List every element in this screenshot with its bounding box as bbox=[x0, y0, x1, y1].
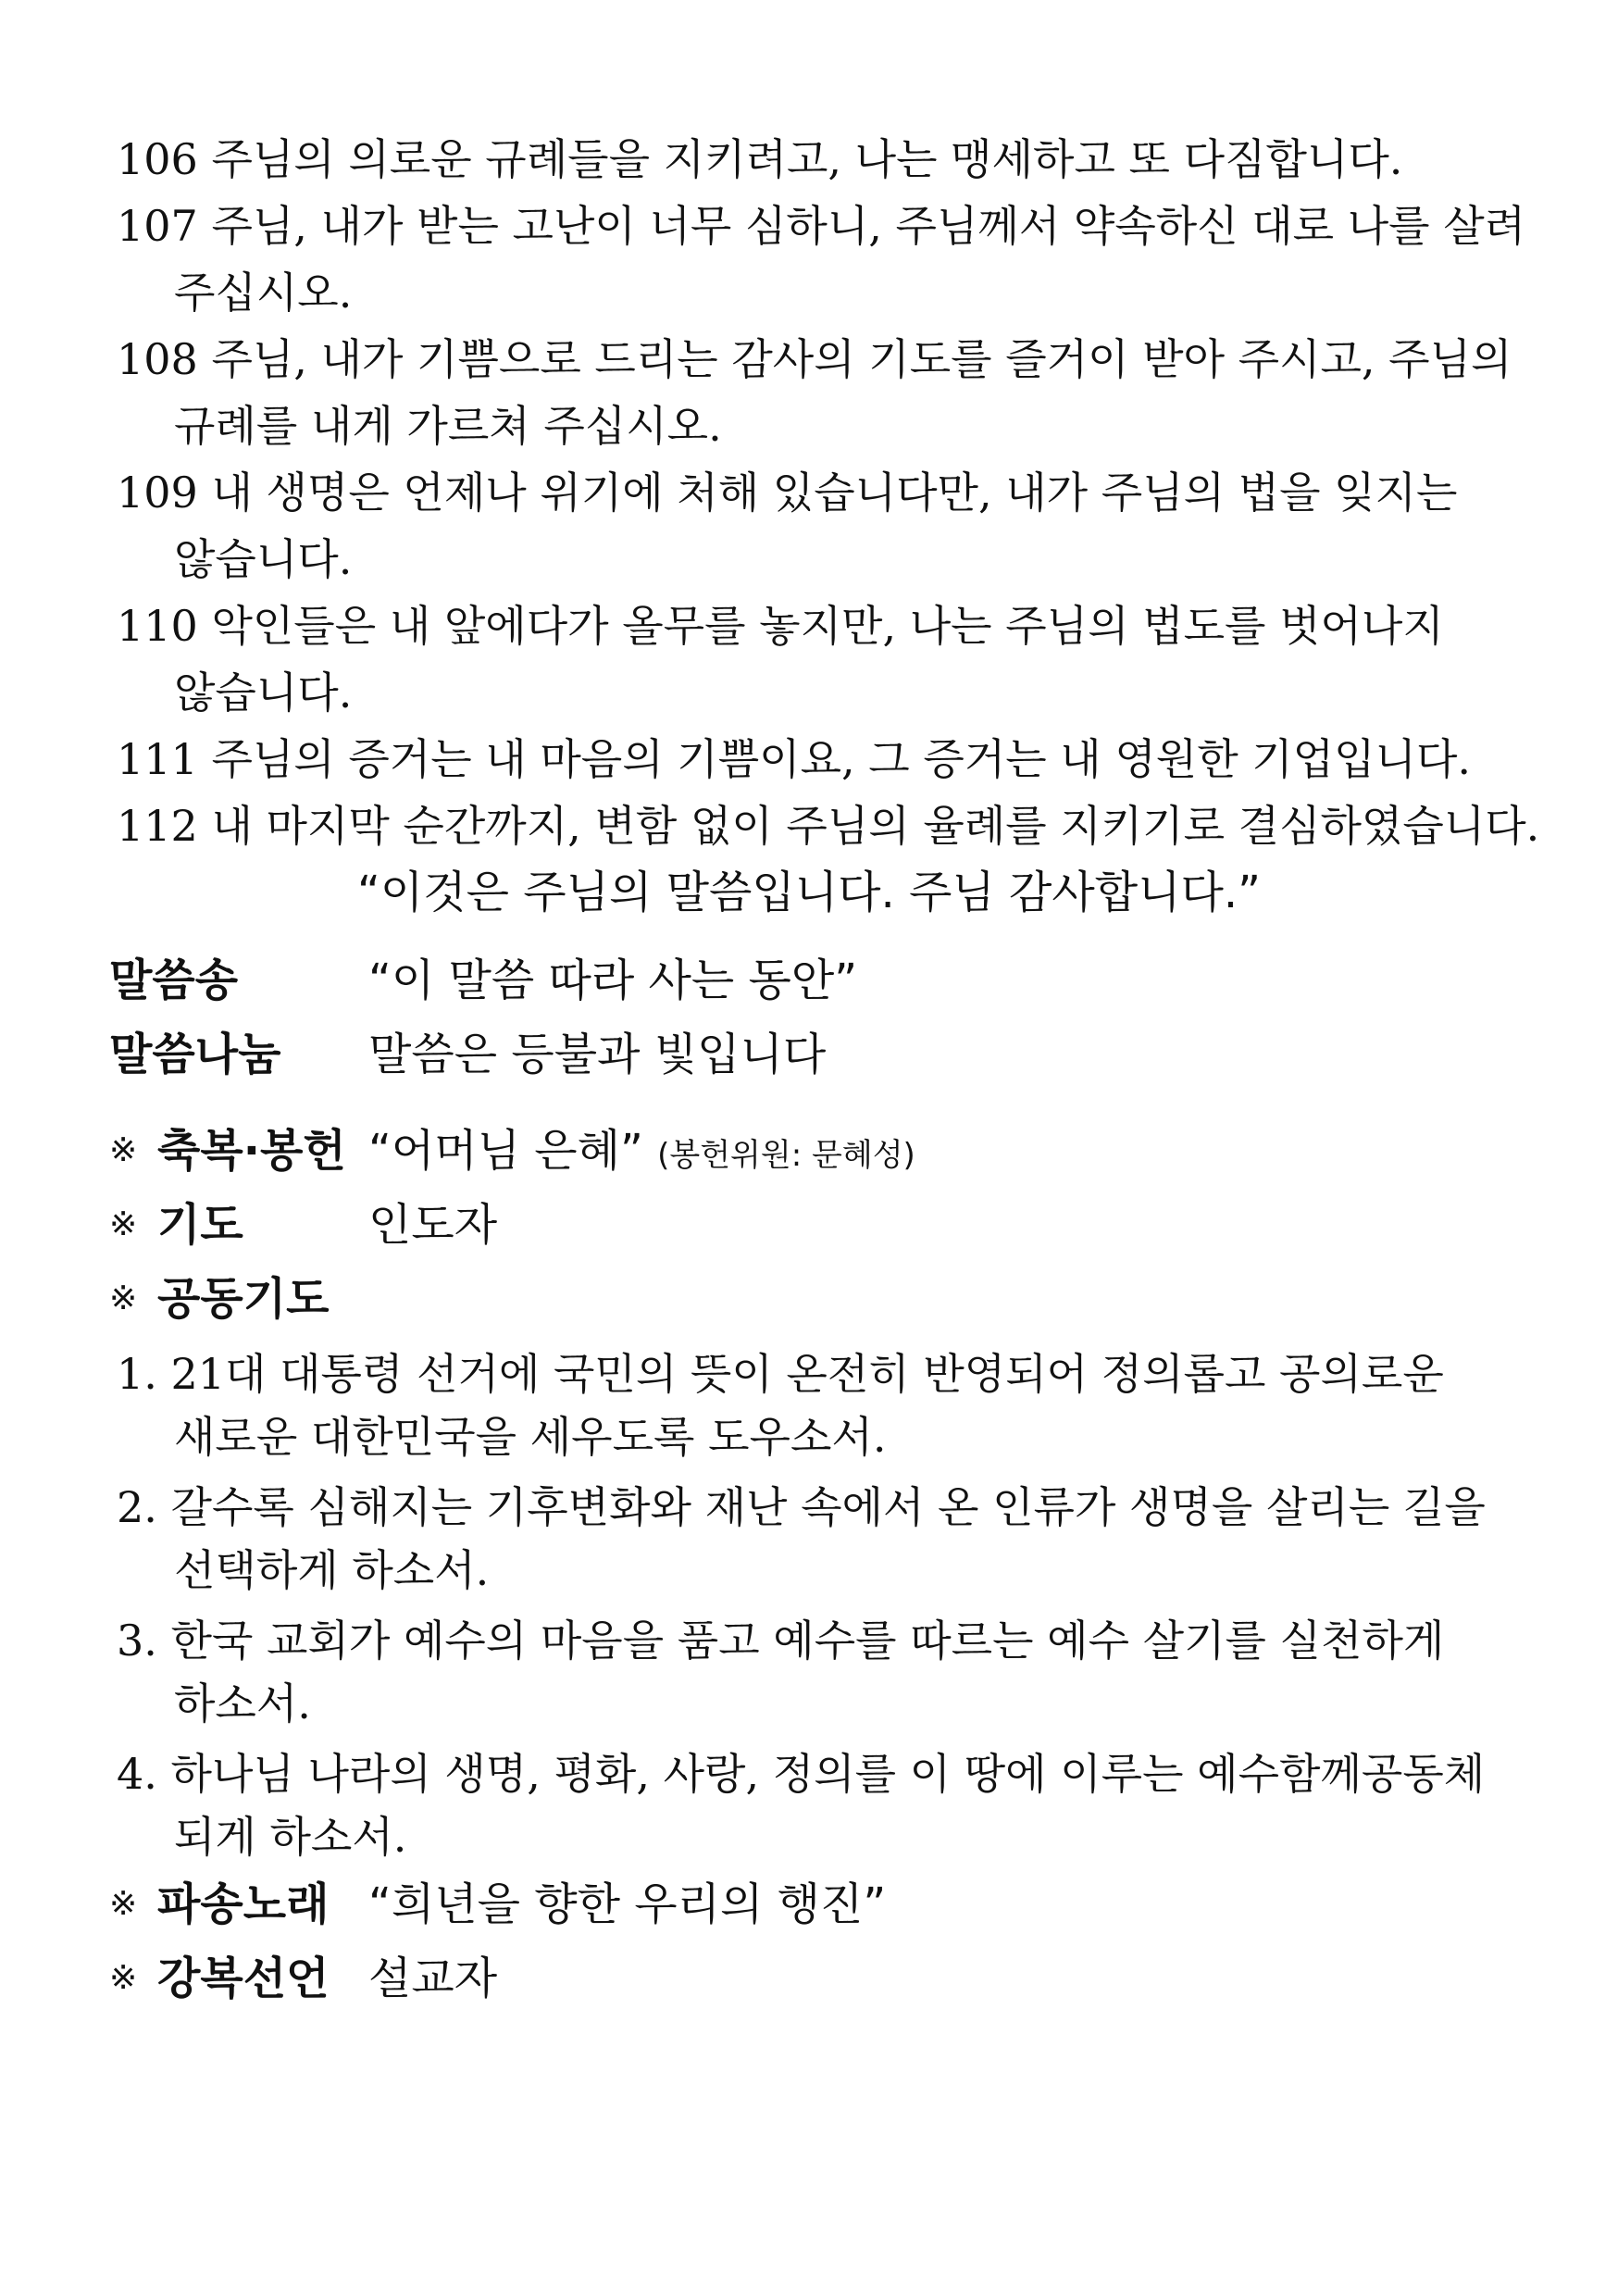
verse-108 bbox=[117, 326, 1524, 459]
reference-mark-icon: ※ bbox=[109, 1959, 138, 1997]
order-label-song: 말씀송 bbox=[109, 955, 239, 1006]
prayer-item-3 bbox=[117, 1609, 1542, 1735]
prayer-item-4 bbox=[117, 1742, 1542, 1868]
order-row-benediction bbox=[109, 1942, 1553, 2015]
order-label-sermon: 말씀나눔 bbox=[109, 1029, 281, 1080]
verse-text: 내 생명은 언제나 위기에 처해 있습니다만, 내가 주님의 법을 잊지는 bbox=[211, 468, 1458, 518]
order-label-prayer-wrap bbox=[109, 1189, 243, 1261]
verse-text: 내 마지막 순간까지, 변함 없이 주님의 율례를 지키기로 결심하였습니다. bbox=[211, 801, 1540, 851]
prayer-text-continued: 하소서. bbox=[174, 1678, 311, 1728]
prayer-text-continued: 새로운 대한민국을 세우도록 도우소서. bbox=[174, 1412, 887, 1462]
order-row-offering bbox=[109, 1115, 1553, 1187]
order-label-common-prayer-wrap bbox=[109, 1263, 329, 1335]
reference-mark-icon: ※ bbox=[109, 1131, 138, 1169]
order-content-song: “이 말씀 따라 사는 동안” bbox=[368, 955, 858, 1006]
order-label-offering: 축복·봉헌 bbox=[157, 1125, 346, 1177]
verse-110 bbox=[117, 593, 1524, 726]
prayer-text: 하나님 나라의 생명, 평화, 사랑, 정의를 이 땅에 이루는 예수함께공동체 bbox=[170, 1749, 1486, 1799]
prayer-text: 21대 대통령 선거에 국민의 뜻이 온전히 반영되어 정의롭고 공의로운 bbox=[170, 1349, 1444, 1399]
order-row-common-prayer bbox=[109, 1263, 1553, 1335]
verse-112 bbox=[117, 792, 1540, 859]
prayer-text-continued: 선택하게 하소서. bbox=[174, 1545, 490, 1595]
reference-mark-icon: ※ bbox=[109, 1279, 138, 1317]
order-label-sending-song-wrap bbox=[109, 1868, 329, 1940]
prayer-number: 3. bbox=[117, 1616, 157, 1666]
order-label-sending-song: 파송노래 bbox=[157, 1878, 330, 1930]
verse-text-continued: 않습니다. bbox=[174, 534, 353, 584]
order-label-benediction: 강복선언 bbox=[157, 1953, 330, 2004]
verse-number: 108 bbox=[117, 334, 198, 384]
verse-111 bbox=[117, 726, 1524, 792]
verse-text: 주님, 내가 기쁨으로 드리는 감사의 기도를 즐거이 받아 주시고, 주님의 bbox=[211, 334, 1512, 384]
verse-106 bbox=[117, 126, 1524, 193]
verse-text-continued: 주십시오. bbox=[174, 268, 353, 318]
order-label-offering-wrap bbox=[109, 1115, 346, 1187]
verse-text: 주님, 내가 받는 고난이 너무 심하니, 주님께서 약속하신 대로 나를 살려 bbox=[211, 201, 1526, 251]
verse-text: 악인들은 내 앞에다가 올무를 놓지만, 나는 주님의 법도를 벗어나지 bbox=[211, 601, 1444, 651]
order-row-sending-song bbox=[109, 1868, 1553, 1940]
reference-mark-icon: ※ bbox=[109, 1205, 138, 1243]
verse-number: 106 bbox=[117, 134, 198, 184]
prayer-number: 4. bbox=[117, 1749, 157, 1799]
verse-107 bbox=[117, 193, 1524, 326]
verse-number: 109 bbox=[117, 468, 198, 518]
prayer-text-continued: 되게 하소서. bbox=[174, 1812, 407, 1862]
order-row-prayer bbox=[109, 1189, 1553, 1261]
order-content-offering: “어머님 은혜” bbox=[368, 1125, 643, 1177]
reference-mark-icon: ※ bbox=[109, 1885, 138, 1923]
verse-109 bbox=[117, 459, 1524, 593]
order-label-benediction-wrap bbox=[109, 1942, 329, 2015]
prayer-text: 한국 교회가 예수의 마음을 품고 예수를 따르는 예수 살기를 실천하게 bbox=[170, 1616, 1445, 1666]
verse-number: 107 bbox=[117, 201, 198, 251]
verse-number: 112 bbox=[117, 801, 198, 851]
order-label-common-prayer: 공동기도 bbox=[157, 1273, 330, 1325]
prayer-text: 갈수록 심해지는 기후변화와 재난 속에서 온 인류가 생명을 살리는 길을 bbox=[170, 1482, 1486, 1532]
prayer-item-1 bbox=[117, 1342, 1542, 1468]
verse-text-continued: 규례를 내게 가르쳐 주십시오. bbox=[174, 401, 722, 451]
order-content-sermon: 말씀은 등불과 빛입니다 bbox=[368, 1029, 827, 1080]
prayer-item-2 bbox=[117, 1476, 1542, 1602]
order-row-song bbox=[109, 944, 1553, 1017]
order-row-sermon bbox=[109, 1018, 1553, 1091]
verse-text-continued: 않습니다. bbox=[174, 668, 353, 718]
order-content-sending-song: “희년을 향한 우리의 행진” bbox=[368, 1878, 887, 1930]
verse-text: 주님의 의로운 규례들을 지키려고, 나는 맹세하고 또 다짐합니다. bbox=[211, 134, 1403, 184]
order-label-prayer: 기도 bbox=[157, 1199, 243, 1251]
order-content-offering-wrap bbox=[368, 1115, 915, 1192]
verse-number: 111 bbox=[117, 734, 198, 784]
scripture-closing-response: “이것은 주님의 말씀입니다. 주님 감사합니다.” bbox=[357, 867, 1261, 918]
verse-text: 주님의 증거는 내 마음의 기쁨이요, 그 증거는 내 영원한 기업입니다. bbox=[211, 734, 1472, 784]
prayer-number: 2. bbox=[117, 1482, 157, 1532]
order-content-prayer: 인도자 bbox=[368, 1199, 498, 1251]
prayer-number: 1. bbox=[117, 1349, 157, 1399]
order-content-benediction: 설교자 bbox=[368, 1953, 498, 2004]
offering-committee-note: (봉헌위원: 문혜성) bbox=[657, 1137, 915, 1174]
verse-number: 110 bbox=[117, 601, 198, 651]
